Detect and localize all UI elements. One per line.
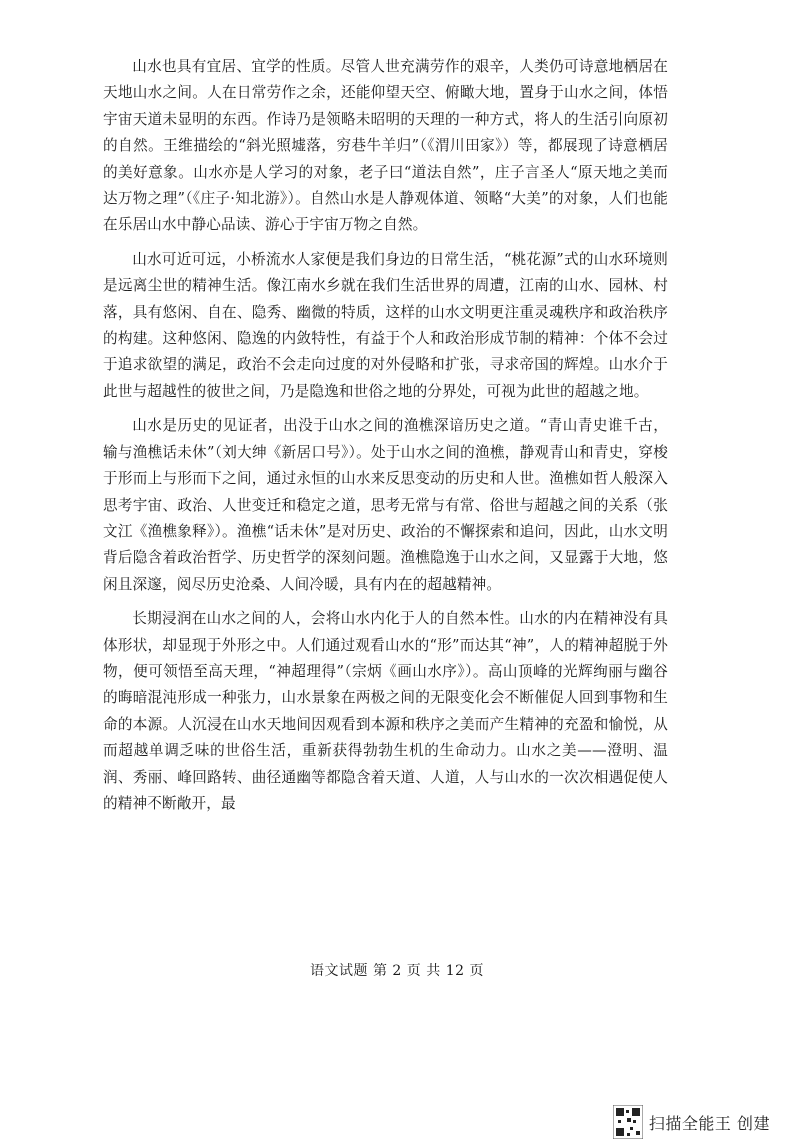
- paragraph-1: 山水也具有宜居、宜学的性质。尽管人世充满劳作的艰辛，人类仍可诗意地栖居在天地山水之间。人在日常劳作之余，还能仰望天空、俯瞰大地，置身于山水之间，体悟宇宙天道未显明的东西。作诗乃是领略未昭明的天理的一种方式，将人的生活引向原初的自然。王维描绘的“斜光照墟落，穷巷牛羊归”（《渭川田家》）等，都展现了诗意栖居的美好意象。山水亦是人学习的对象，老子曰“道法自然”，庄子言圣人“原天地之美而达万物之理”（《庄子·知北游》）。自然山水是人静观体道、领略“大美”的对象，人们也能在乐居山水中静心品读、游心于宇宙万物之自然。: [103, 58, 668, 234]
- page-footer: 语文试题 第 2 页 共 12 页: [310, 963, 484, 979]
- qr-code-icon: [613, 1105, 643, 1139]
- paragraph-4: 长期浸润在山水之间的人，会将山水内化于人的自然本性。山水的内在精神没有具体形状，却显现于外形之中。人们通过观看山水的“形”而达其“神”，人的精神超脱于外物，便可领悟至高天理，“神超理得”（宗炳《画山水序》）。高山顶峰的光辉绚丽与幽谷的晦暗混沌形成一种张力，山水景象在两极之间的无限变化会不断催促人回到事物和生命的本源。人沉浸在山水天地间因观看到本源和秩序之美而产生精神的充盈和愉悦，从而超越单调乏味的世俗生活，重新获得勃勃生机的生命动力。山水之美——澄明、温润、秀丽、峰回路转、曲径通幽等都隐含着天道、人道，人与山水的一次次相遇促使人的精神不断敞开，最: [103, 610, 668, 812]
- document-body: [103, 54, 668, 825]
- paragraph-2: 山水可近可远，小桥流水人家便是我们身边的日常生活，“桃花源”式的山水环境则是远离尘世的精神生活。像江南水乡就在我们生活世界的周遭，江南的山水、园林、村落，具有悠闲、自在、隐秀、幽微的特质，这样的山水文明更注重灵魂秩序和政治秩序的构建。这种悠闲、隐逸的内敛特性，有益于个人和政治形成节制的精神：个体不会过于追求欲望的满足，政治不会走向过度的对外侵略和扩张，寻求帝国的辉煌。山水介于此世与超越性的彼世之间，乃是隐逸和世俗之地的分界处，可视为此世的超越之地。: [103, 250, 668, 400]
- paragraph-3: 山水是历史的见证者，出没于山水之间的渔樵深谙历史之道。“青山青史谁千古，输与渔樵话未休”（刘大绅《新居口号》）。处于山水之间的渔樵，静观青山和青史，穿梭于形而上与形而下之间，通过永恒的山水来反思变动的历史和人世。渔樵如哲人般深入思考宇宙、政治、人世变迁和稳定之道，思考无常与有常、俗世与超越之间的关系（张文江《渔樵象释》）。渔樵“话未休”是对历史、政治的不懈探索和追问，因此，山水文明背后隐含着政治哲学、历史哲学的深刻问题。渔樵隐逸于山水之间，又显露于大地，悠闲且深邃，阅尽历史沧桑、人间冷暖，具有内在的超越精神。: [103, 417, 668, 593]
- scanner-watermark: [613, 1104, 770, 1140]
- watermark-text: 扫描全能王 创建: [648, 1113, 770, 1133]
